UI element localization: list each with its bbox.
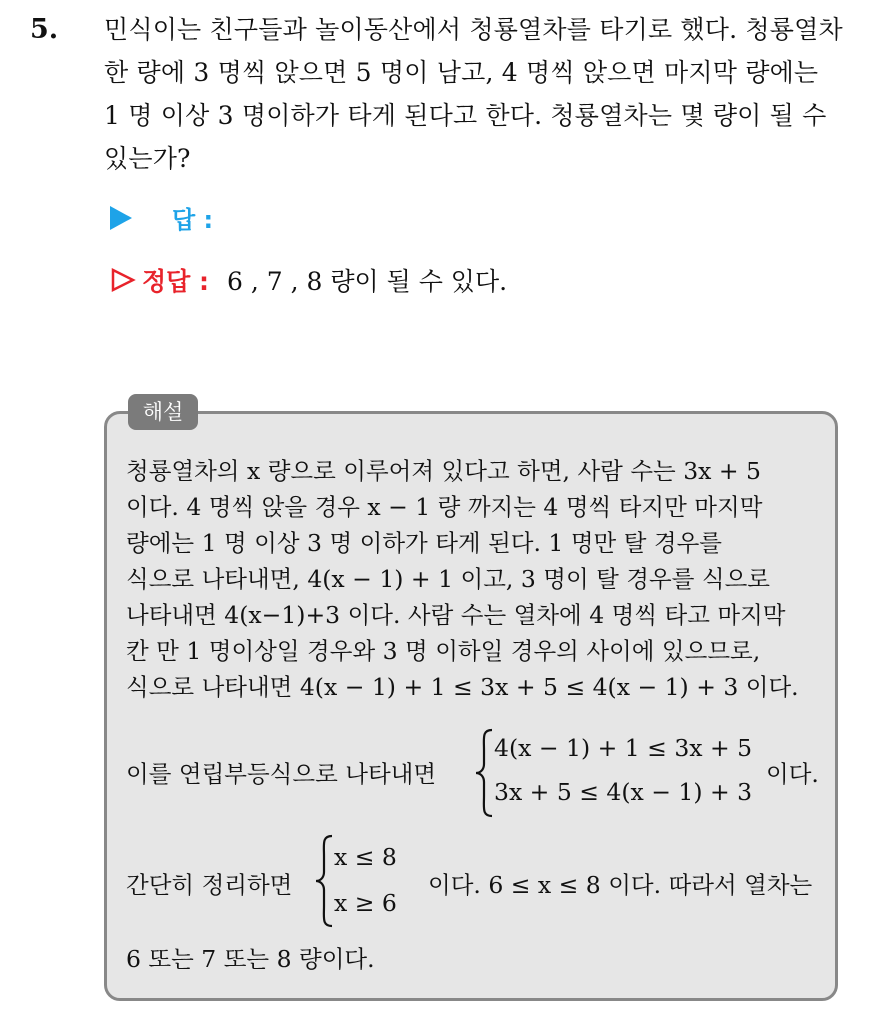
left-brace-icon bbox=[314, 834, 334, 928]
system2-suffix: 이다. 6 ≤ x ≤ 8 이다. 따라서 열차는 bbox=[428, 871, 813, 899]
question-line: 있는가? bbox=[104, 144, 191, 173]
question-line: 민식이는 친구들과 놀이동산에서 청룡열차를 타기로 했다. 청룡열차 bbox=[104, 15, 843, 44]
answer-row bbox=[110, 200, 213, 235]
left-brace-icon bbox=[474, 728, 494, 818]
question-number: 5. bbox=[30, 14, 59, 45]
system1-bottom: 3x + 5 ≤ 4(x − 1) + 3 bbox=[494, 778, 753, 806]
explanation-line: 이다. 4 명씩 앉을 경우 x − 1 량 까지는 4 명씩 타지만 마지막 bbox=[126, 493, 763, 521]
answer-label: 답 : bbox=[172, 206, 214, 234]
explanation-line: 식으로 나타내면 4(x − 1) + 1 ≤ 3x + 5 ≤ 4(x − 1) + 3 이다. bbox=[126, 673, 799, 701]
system1-suffix: 이다. bbox=[766, 760, 819, 788]
question-line: 한 량에 3 명씩 앉으면 5 명이 남고, 4 명씩 앉으면 마지막 량에는 bbox=[104, 58, 819, 87]
explanation-line: 식으로 나타내면, 4(x − 1) + 1 이고, 3 명이 탈 경우를 식으로 bbox=[126, 565, 770, 593]
question-line: 1 명 이상 3 명이하가 타게 된다고 한다. 청룡열차는 몇 량이 될 수 bbox=[104, 101, 827, 130]
explanation-line: 청룡열차의 x 량으로 이루어져 있다고 하면, 사람 수는 3x + 5 bbox=[126, 457, 761, 485]
explanation-line: 량에는 1 명 이상 3 명 이하가 타게 된다. 1 명만 탈 경우를 bbox=[126, 529, 722, 557]
explanation-line: 나타내면 4(x−1)+3 이다. 사람 수는 열차에 4 명씩 타고 마지막 bbox=[126, 601, 786, 629]
system2-prefix: 간단히 정리하면 bbox=[126, 871, 293, 899]
system2-bottom: x ≥ 6 bbox=[334, 889, 397, 917]
system2-top: x ≤ 8 bbox=[334, 843, 397, 871]
explanation-tag: 해설 bbox=[128, 394, 198, 430]
system1-top: 4(x − 1) + 1 ≤ 3x + 5 bbox=[494, 734, 753, 762]
outline-triangle-icon bbox=[110, 267, 136, 293]
question-text bbox=[104, 8, 864, 180]
explanation-final: 6 또는 7 또는 8 량이다. bbox=[126, 945, 375, 973]
correct-answer-value: 6 , 7 , 8 량이 될 수 있다. bbox=[227, 267, 508, 296]
correct-answer-label: 정답 : bbox=[142, 267, 210, 296]
correct-answer-row bbox=[110, 262, 507, 298]
explanation-line: 칸 만 1 명이상일 경우와 3 명 이하일 경우의 사이에 있으므로, bbox=[126, 637, 761, 665]
system1-prefix: 이를 연립부등식으로 나타내면 bbox=[126, 760, 437, 788]
play-triangle-icon bbox=[110, 206, 132, 230]
